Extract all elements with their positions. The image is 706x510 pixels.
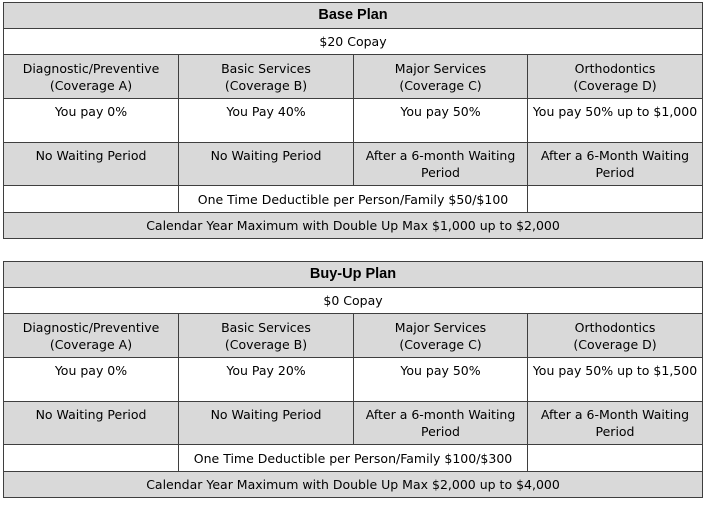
coverage-name: Orthodontics <box>574 60 656 76</box>
empty-cell <box>528 186 703 213</box>
coverage-code: (Coverage B) <box>224 336 308 352</box>
pay-cell-c: You pay 50% <box>354 358 528 402</box>
annual-maximum-cell: Calendar Year Maximum with Double Up Max $1,000 up to $2,000 <box>4 213 703 239</box>
empty-cell <box>4 445 179 472</box>
coverage-header-d <box>528 314 703 358</box>
plan-title: Base Plan <box>4 3 703 29</box>
empty-cell <box>528 445 703 472</box>
pay-cell-d: You pay 50% up to $1,000 <box>528 99 703 143</box>
coverage-header-c <box>354 55 528 99</box>
copay-cell: $0 Copay <box>4 288 703 314</box>
pay-cell-a: You pay 0% <box>4 358 179 402</box>
coverage-name: Major Services <box>394 319 487 335</box>
coverage-header-b <box>179 55 354 99</box>
coverage-header-b <box>179 314 354 358</box>
coverage-header-c <box>354 314 528 358</box>
copay-cell: $20 Copay <box>4 29 703 55</box>
coverage-header-d <box>528 55 703 99</box>
coverage-code: (Coverage A) <box>49 336 133 352</box>
coverage-name: Basic Services <box>221 319 311 335</box>
coverage-name: Orthodontics <box>574 319 656 335</box>
waiting-cell-d: After a 6-Month Waiting Period <box>528 402 703 445</box>
coverage-name: Diagnostic/Preventive <box>22 319 160 335</box>
coverage-code: (Coverage C) <box>399 336 482 352</box>
pay-cell-a: You pay 0% <box>4 99 179 143</box>
coverage-header-a <box>4 55 179 99</box>
coverage-header-a <box>4 314 179 358</box>
coverage-code: (Coverage B) <box>224 77 308 93</box>
deductible-cell: One Time Deductible per Person/Family $100/$300 <box>179 445 528 472</box>
coverage-code: (Coverage C) <box>399 77 482 93</box>
pay-cell-c: You pay 50% <box>354 99 528 143</box>
empty-cell <box>4 186 179 213</box>
waiting-cell-a: No Waiting Period <box>4 143 179 186</box>
coverage-code: (Coverage D) <box>573 336 657 352</box>
coverage-code: (Coverage D) <box>573 77 657 93</box>
waiting-cell-b: No Waiting Period <box>179 402 354 445</box>
plan-title: Buy-Up Plan <box>4 262 703 288</box>
pay-cell-b: You Pay 20% <box>179 358 354 402</box>
waiting-cell-c: After a 6-month Waiting Period <box>354 143 528 186</box>
waiting-cell-d: After a 6-Month Waiting Period <box>528 143 703 186</box>
coverage-name: Diagnostic/Preventive <box>22 60 160 76</box>
base-plan-table <box>3 2 703 239</box>
pay-cell-d: You pay 50% up to $1,500 <box>528 358 703 402</box>
annual-maximum-cell: Calendar Year Maximum with Double Up Max $2,000 up to $4,000 <box>4 472 703 498</box>
buy-up-plan-table <box>3 261 703 498</box>
coverage-name: Basic Services <box>221 60 311 76</box>
pay-cell-b: You Pay 40% <box>179 99 354 143</box>
waiting-cell-b: No Waiting Period <box>179 143 354 186</box>
waiting-cell-a: No Waiting Period <box>4 402 179 445</box>
waiting-cell-c: After a 6-month Waiting Period <box>354 402 528 445</box>
deductible-cell: One Time Deductible per Person/Family $50/$100 <box>179 186 528 213</box>
coverage-name: Major Services <box>394 60 487 76</box>
coverage-code: (Coverage A) <box>49 77 133 93</box>
